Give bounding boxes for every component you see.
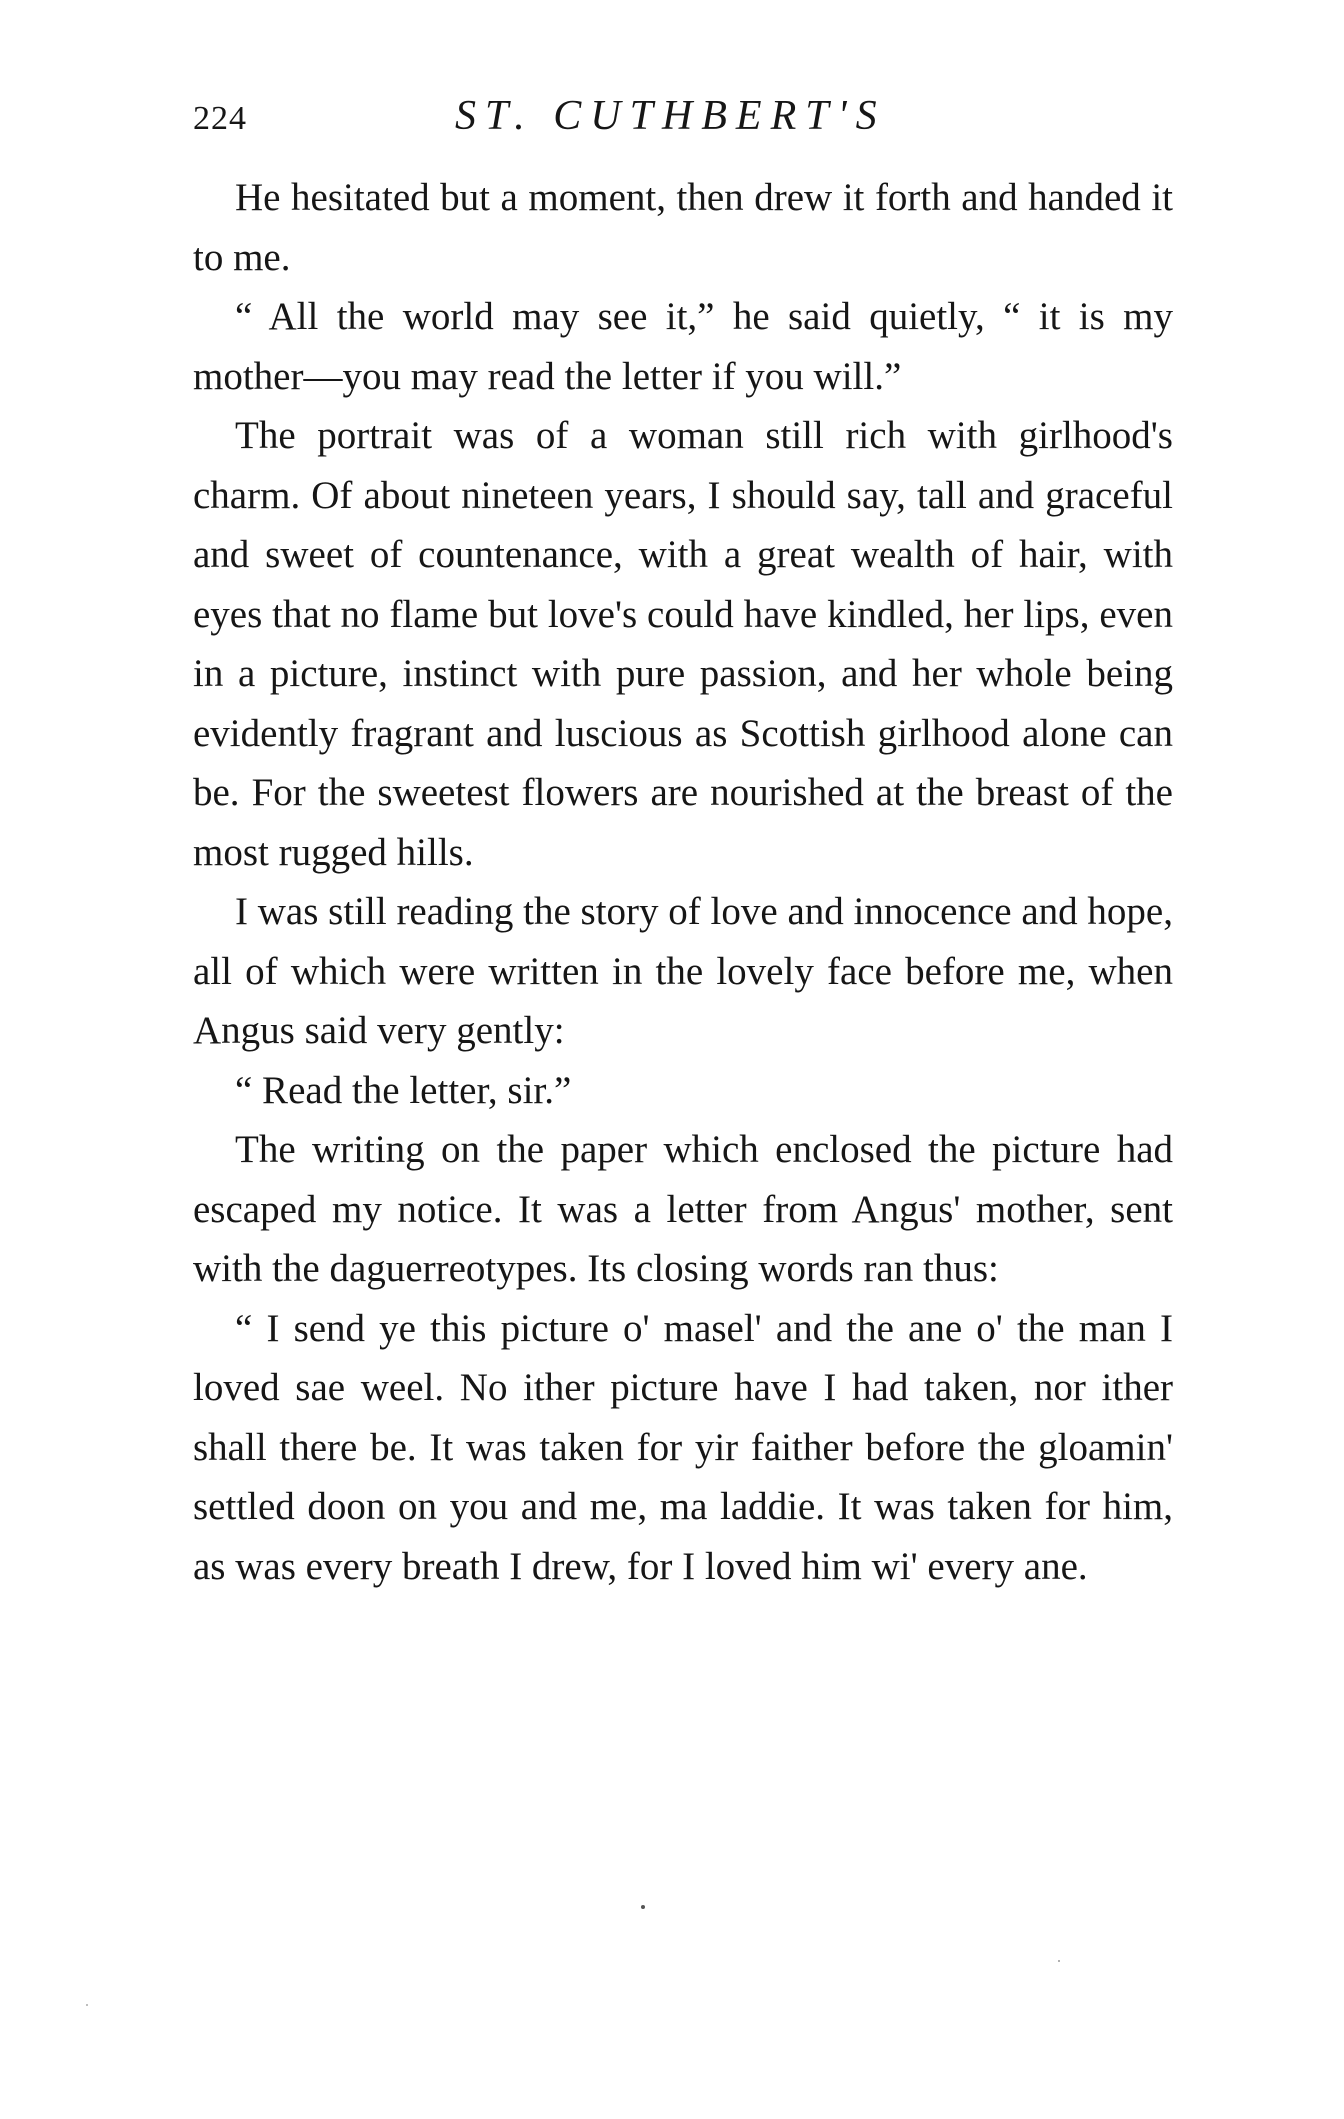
- running-head: ST. CUTHBERT'S: [455, 93, 886, 139]
- paragraph: “ I send ye this picture o' masel' and the ane o' the man I loved sae weel. No ither picture have I had taken, nor ither shall there be. It was taken for yir faither before the gloamin' settled doon on you and me, ma laddie. It was taken for him, as was every breath I drew, for I loved him wi' every ane.: [193, 1306, 1173, 1588]
- paper-speck: [86, 2004, 88, 2006]
- page-number: 224: [193, 100, 247, 137]
- paragraph: I was still reading the story of love and innocence and hope, all of which were written in the lovely face before me, when Angus said very gently:: [193, 890, 1173, 1052]
- paper-speck: [1058, 1960, 1060, 1962]
- paragraph: He hesitated but a moment, then drew it forth and handed it to me.: [193, 176, 1173, 279]
- page-header: [193, 92, 1173, 152]
- paper-speck: [641, 1905, 645, 1909]
- body-text: [193, 168, 1173, 1596]
- paragraph: “ All the world may see it,” he said quietly, “ it is my mother—you may read the letter if you will.”: [193, 295, 1173, 398]
- paragraph: The portrait was of a woman still rich with girlhood's charm. Of about nineteen years, I should say, tall and graceful and sweet of countenance, with a great wealth of hair, with eyes that no flame but love's could have kindled, her lips, even in a picture, instinct with pure passion, and her whole being evidently fragrant and luscious as Scottish girlhood alone can be. For the sweetest flowers are nourished at the breast of the most rugged hills.: [193, 414, 1173, 874]
- paragraph: “ Read the letter, sir.”: [235, 1068, 572, 1112]
- paragraph: The writing on the paper which enclosed the picture had escaped my notice. It was a letter from Angus' mother, sent with the daguerreotypes. Its closing words ran thus:: [193, 1128, 1173, 1290]
